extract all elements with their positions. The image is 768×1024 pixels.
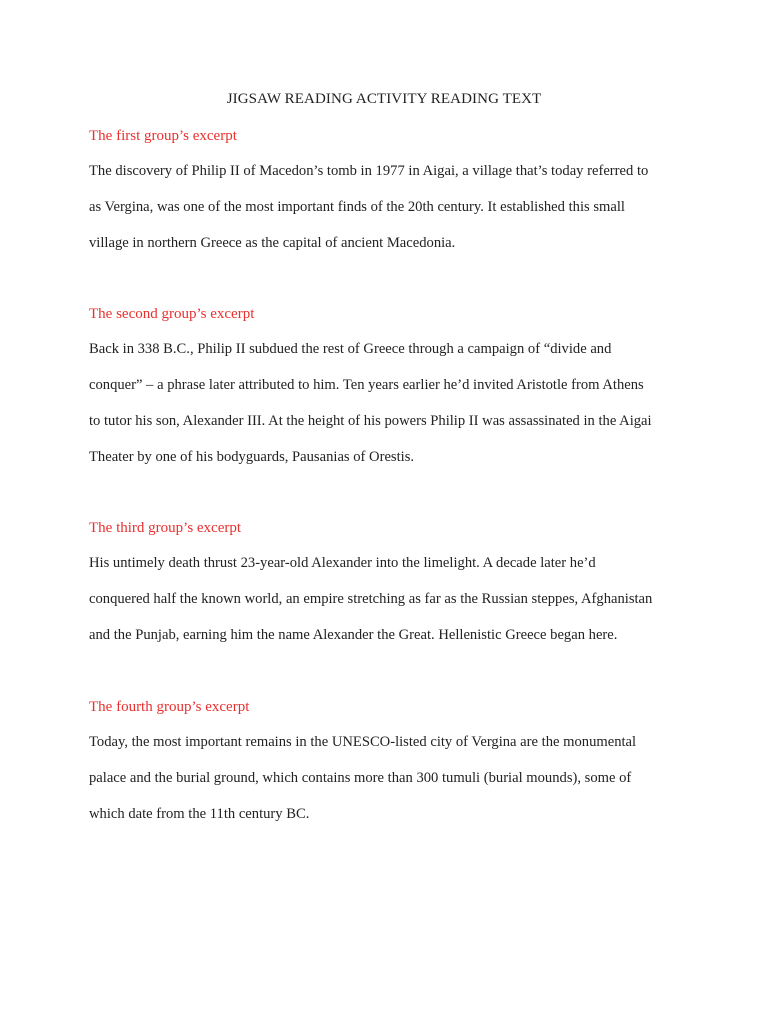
section-heading: The third group’s excerpt (89, 520, 242, 536)
paragraph-line: The discovery of Philip II of Macedon’s tomb in 1977 in Aigai, a village that’s today referred to (89, 163, 649, 179)
document-title: JIGSAW READING ACTIVITY READING TEXT (226, 91, 542, 107)
paragraph-line: palace and the burial ground, which contains more than 300 tumuli (burial mounds), some of (89, 770, 632, 786)
section-second-group (89, 305, 689, 466)
section-heading: The second group’s excerpt (89, 306, 255, 322)
section-heading: The first group’s excerpt (89, 128, 237, 144)
section-fourth-group (89, 698, 689, 823)
paragraph-line: Theater by one of his bodyguards, Pausanias of Orestis. (89, 449, 415, 465)
paragraph-line: His untimely death thrust 23-year-old Alexander into the limelight. A decade later he’d (89, 555, 596, 571)
section-heading: The fourth group’s excerpt (89, 699, 250, 715)
paragraph-line: which date from the 11th century BC. (89, 806, 310, 822)
paragraph-line: to tutor his son, Alexander III. At the height of his powers Philip II was assassinated in the Aigai (89, 413, 652, 429)
paragraph-line: village in northern Greece as the capital of ancient Macedonia. (89, 235, 456, 251)
paragraph-line: and the Punjab, earning him the name Alexander the Great. Hellenistic Greece began here. (89, 627, 618, 643)
paragraph-line: Today, the most important remains in the UNESCO-listed city of Vergina are the monumental (89, 734, 637, 750)
section-first-group (89, 127, 689, 252)
paragraph-line: as Vergina, was one of the most important finds of the 20th century. It established this small (89, 199, 625, 215)
paragraph-line: conquer” – a phrase later attributed to him. Ten years earlier he’d invited Aristotle from Athens (89, 377, 644, 393)
paragraph-line: conquered half the known world, an empire stretching as far as the Russian steppes, Afghanistan (89, 591, 653, 607)
section-third-group (89, 519, 689, 644)
paragraph-line: Back in 338 B.C., Philip II subdued the rest of Greece through a campaign of “divide and (89, 341, 612, 357)
